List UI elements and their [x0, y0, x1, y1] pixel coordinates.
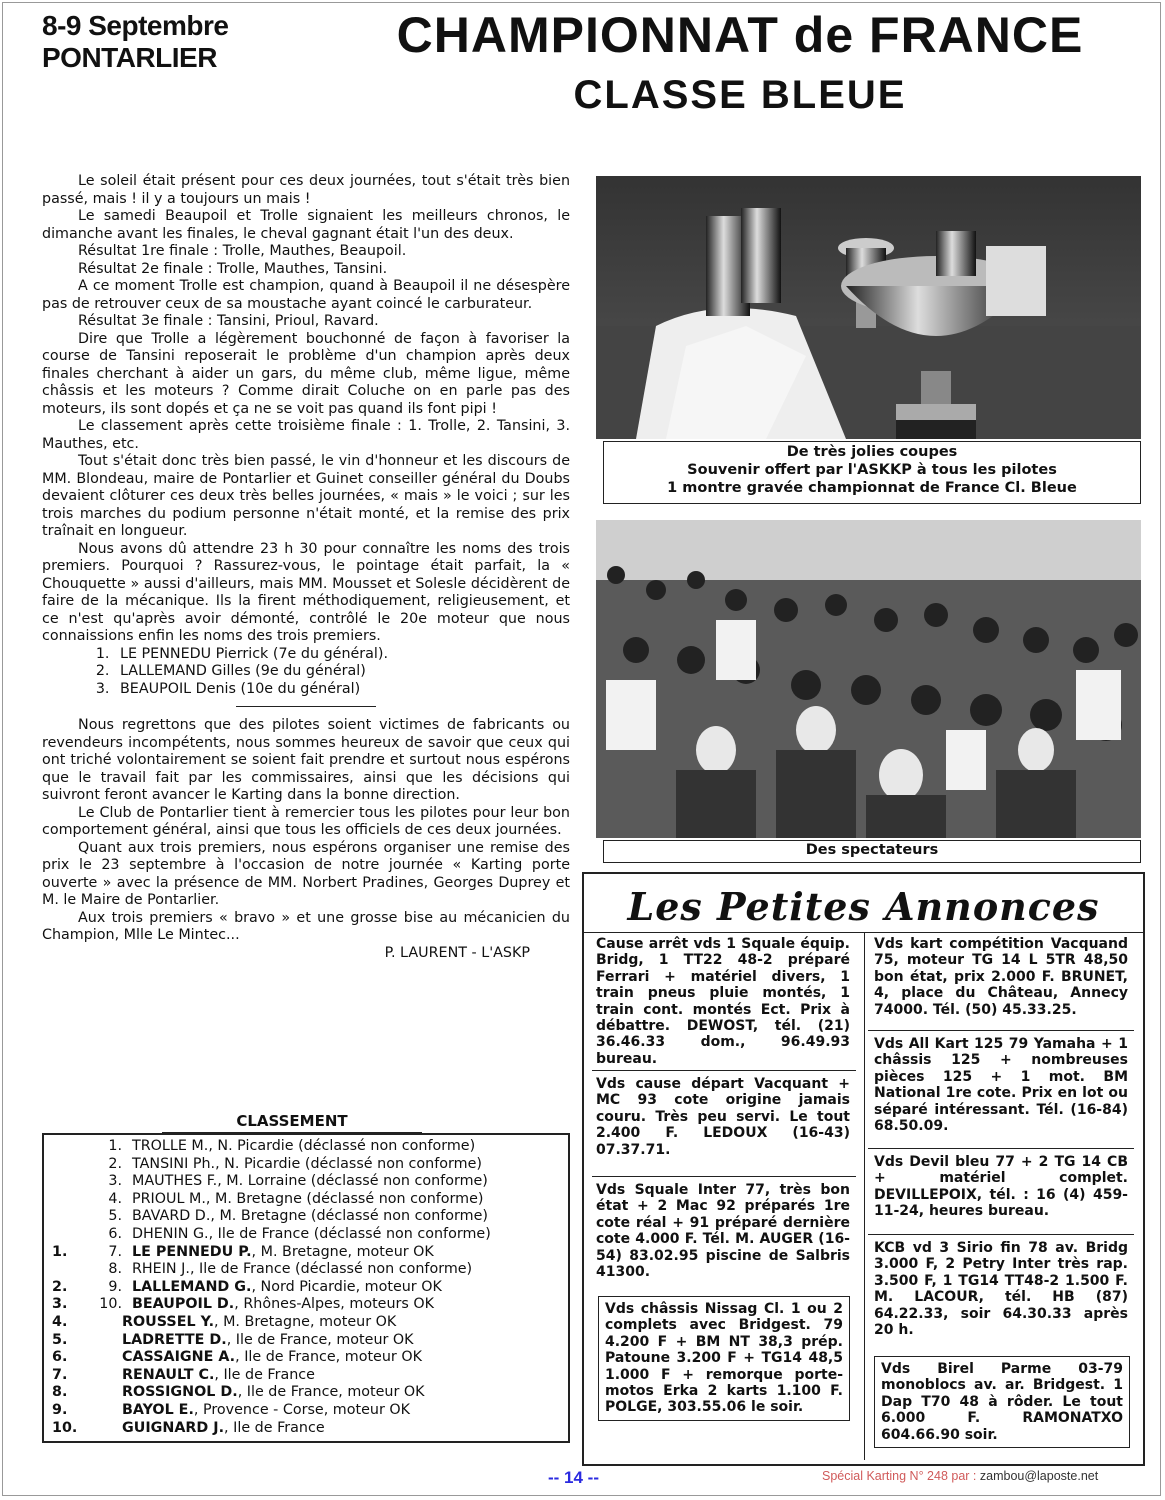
classement-row [52, 1138, 560, 1156]
classement-driver-name: BAVARD D. [132, 1208, 211, 1225]
classement-row [52, 1402, 560, 1420]
classement-driver-details: , M. Bretagne, moteur OK [214, 1313, 397, 1330]
article-paragraph: Le samedi Beaupoil et Trolle signaient les meilleurs chronos, le dimanche avant les finales, le cheval gagnant était l'un des deux. [42, 208, 570, 242]
classement-driver-details: , Provence - Corse, moteur OK [193, 1401, 410, 1418]
ad-item: KCB vd 3 Sirio fin 78 av. Bridg 3.000 F, 2 Petry Inter très rap. 3.500 F, 1 TG14 TT48-2 1.500 F. M. LACOUR, tél. HB (87) 64.22.33, soir 64.30.33 après 20 h. [874, 1240, 1128, 1339]
ad-separator [868, 1148, 1134, 1149]
classement-row [52, 1296, 560, 1314]
classement-driver-details: , Nord Picardie, moteur OK [251, 1278, 442, 1295]
classement-driver-name: DHENIN G. [132, 1225, 209, 1242]
ad-separator [868, 1030, 1134, 1031]
classement-title: CLASSEMENT [162, 1112, 422, 1133]
article-paragraph: Le soleil était présent pour ces deux journées, tout s'était très bien passé, mais ! il y a toujours un mais ! [42, 173, 570, 207]
crowd-caption-text: Des spectateurs [805, 842, 939, 858]
trophies-caption-line: 1 montre gravée championnat de France Cl. Bleue [667, 480, 1077, 496]
classified-ads-title: Les Petites Annonces [627, 884, 1100, 929]
classement-race-position: 10. [99, 1296, 122, 1313]
classement-driver-details: , Ile de France [224, 1419, 325, 1436]
classement-row [52, 1314, 560, 1332]
classement-row [52, 1384, 560, 1402]
classement-driver-details: , Ile de France, moteur OK [237, 1384, 425, 1401]
classement-section [42, 1112, 570, 1443]
classement-final-rank [52, 1156, 72, 1174]
classement-row [52, 1173, 560, 1191]
classement-driver-details: , Rhônes-Alpes, moteurs OK [234, 1296, 435, 1313]
trophies-photo [596, 176, 1141, 439]
classement-driver-name: ROSSIGNOL D. [122, 1384, 238, 1401]
classement-driver-details: , M. Bretagne (déclassé non conforme) [210, 1208, 488, 1225]
ad-item: Vds cause départ Vacquant + MC 93 cote origine jamais couru. Très peu servi. Le tout 2.400 F. LEDOUX (16-43) 07.37.71. [596, 1076, 850, 1158]
page-subtitle: CLASSE BLEUE [573, 73, 907, 117]
ad-item: Vds Squale Inter 77, très bon état + 2 Mac 92 préparés 1re cote réal + 91 préparé dernière cote 4.000 F. Tél. M. AUGER (16-54) 83.02.95 piscine de Salbris 41300. [596, 1182, 850, 1281]
trophies-caption-line: De très jolies coupes [786, 444, 958, 460]
classement-final-rank [52, 1208, 72, 1226]
classement-driver-name: RENAULT C. [122, 1366, 215, 1383]
classement-final-rank: 10. [52, 1419, 78, 1436]
classement-driver-name: LALLEMAND G. [132, 1278, 252, 1295]
ads-column-divider [864, 932, 865, 1460]
classified-ads [582, 872, 1145, 1466]
ad-separator [592, 1176, 856, 1177]
classement-row [52, 1420, 560, 1438]
article-paragraph: Résultat 2e finale : Trolle, Mauthes, Tansini. [78, 260, 388, 277]
classement-driver-details: , Ile de France, moteur OK [235, 1349, 422, 1366]
article-divider [236, 706, 376, 707]
classement-driver-name: TROLLE M. [132, 1138, 209, 1154]
article-paragraph: A ce moment Trolle est champion, quand à Beaupoil il ne désespère pas de retrouver ceux de sa moustache ayant coincé le carburateur. [42, 278, 570, 312]
classement-row [52, 1261, 560, 1279]
classement-row [52, 1191, 560, 1209]
trophies-caption-line: Souvenir offert par l'ASKKP à tous les pilotes [687, 462, 1057, 478]
event-place: PONTARLIER [42, 42, 217, 73]
classement-driver-name: LE PENNEDU P. [132, 1243, 252, 1260]
ad-item: Cause arrêt vds 1 Squale équip. Bridg, 1 TT22 48-2 préparé Ferrari + matériel divers, 1 train pneus pluie montés, 1 train cont. montés Ect. Prix à débattre. DEWOST, tél. (21) 36.46.33 dom., 96.49.93 bureau. [596, 936, 850, 1067]
article-paragraph: Le Club de Pontarlier tient à remercier tous les pilotes pour leur bon comportement général, ainsi que tous les officiels de ces deux journées. [42, 804, 570, 838]
classement-final-rank: 3. [52, 1296, 68, 1313]
classement-race-position: 8. [108, 1261, 122, 1278]
classement-final-rank: 6. [52, 1349, 68, 1366]
classement-driver-details: , N. Picardie (déclassé non conforme) [208, 1138, 476, 1154]
ad-item: Vds Devil bleu 77 + 2 TG 14 CB + matériel complet. DEVILLEPOIX, tél. : 16 (4) 459-11-24, heures bureau. [874, 1154, 1128, 1220]
classement-final-rank [52, 1261, 72, 1279]
page-number: -- 14 -- [548, 1468, 599, 1487]
ad-item: Vds kart compétition Vacquand 75, moteur TG 14 L 5TR 48,50 bon état, prix 2.000 F. BRUNET, 4, place du Château, Annecy 74000. Tél. (50) 45.33.25. [874, 936, 1128, 1018]
podium-item: 2. LALLEMAND Gilles (9e du général) [114, 663, 570, 681]
classement-driver-details: , M. Bretagne, moteur OK [251, 1243, 434, 1260]
classement-driver-name: PRIOUL M. [132, 1190, 206, 1207]
event-date: 8-9 Septembre [42, 10, 229, 41]
classement-driver-name: BEAUPOIL D. [132, 1296, 235, 1313]
podium-item: 3. BEAUPOIL Denis (10e du général) [114, 681, 570, 699]
classement-driver-name: TANSINI Ph. [132, 1155, 216, 1172]
ad-item: Vds All Kart 125 79 Yamaha + 1 châssis 125 + nombreuses pièces 125 + 1 mot. BM National 1re cote. Prix en lot ou séparé intéressant. Tél. (16-84) 68.50.09. [874, 1036, 1128, 1135]
classement-row [52, 1156, 560, 1174]
classement-table [42, 1133, 570, 1443]
article-paragraph: Résultat 1re finale : Trolle, Mauthes, Beaupoil. [78, 243, 407, 259]
classement-final-rank: 1. [52, 1243, 68, 1260]
classement-driver-details: , Ile de France [214, 1366, 315, 1383]
classement-final-rank: 2. [52, 1278, 68, 1295]
classement-driver-details: , M. Lorraine (déclassé non conforme) [217, 1173, 488, 1190]
classement-row [52, 1332, 560, 1350]
podium-list [42, 646, 570, 699]
classement-race-position: 9. [108, 1278, 122, 1295]
classement-final-rank [52, 1226, 72, 1244]
classement-driver-name: CASSAIGNE A. [122, 1349, 236, 1366]
classement-driver-details: , M. Bretagne (déclassé non conforme) [205, 1190, 484, 1207]
ad-separator [592, 1070, 856, 1071]
ad-separator [868, 1234, 1134, 1235]
crowd-illustration [596, 520, 1141, 838]
classement-race-position: 4. [108, 1190, 122, 1207]
footer-credit-text: Spécial Karting N° 248 par : [822, 1469, 977, 1483]
classement-driver-details: , Ile de France (déclassé non conforme) [208, 1225, 491, 1242]
footer-email[interactable]: zambou@laposte.net [979, 1469, 1099, 1483]
classement-row [52, 1367, 560, 1385]
classement-final-rank [52, 1138, 72, 1156]
classement-final-rank: 7. [52, 1366, 68, 1383]
classement-final-rank: 8. [52, 1384, 68, 1401]
classement-row [52, 1244, 560, 1262]
classement-race-position: 7. [108, 1243, 122, 1260]
event-date-place [42, 10, 228, 74]
classement-row [52, 1349, 560, 1367]
classement-driver-details: , Ile de France (déclassé non conforme) [189, 1261, 473, 1278]
classement-race-position: 3. [108, 1173, 122, 1190]
ad-item-boxed: Vds Birel Parme 03-79 monoblocs av. ar. Bridgest. 1 Dap T70 48 à rôder. Le tout 6.000 F. RAMONATXO 604.66.90 soir. [874, 1356, 1130, 1448]
classement-final-rank: 4. [52, 1313, 68, 1330]
classement-final-rank: 9. [52, 1401, 68, 1418]
classement-race-position: 5. [108, 1208, 122, 1225]
article-signature: P. LAURENT - L'ASKP [384, 944, 530, 961]
classement-driver-name: LADRETTE D. [122, 1331, 227, 1348]
trophies-illustration [596, 176, 1141, 439]
classement-race-position: 6. [108, 1225, 122, 1242]
trophies-caption [603, 441, 1141, 504]
ad-item-boxed: Vds châssis Nissag Cl. 1 ou 2 complets avec Bridgest. 79 4.200 F + BM NT 38,3 prép. Patoune 3.200 F + TG14 48,5 1.000 F + remorque porte-motos Erka 2 karts 1.100 F. POLGE, 303.55.06 le soir. [598, 1296, 850, 1421]
page-title: CHAMPIONNAT de FRANCE [396, 7, 1084, 63]
classement-driver-details: , Ile de France, moteur OK [226, 1331, 414, 1348]
article-body [42, 173, 570, 962]
classement-driver-name: BAYOL E. [122, 1401, 194, 1418]
article-paragraph: Aux trois premiers « bravo » et une grosse bise au mécanicien du Champion, Mlle Le Mintec... [42, 909, 570, 943]
classement-row [52, 1208, 560, 1226]
article-paragraph: Nous avons dû attendre 23 h 30 pour connaître les noms des trois premiers. Pourquoi ? Rassurez-vous, le pointage était parfait, la « Chouquette » aussi d'ailleurs, mais MM. Mousset et Solesle décidèrent de faire de la mécanique. Ils la firent méthodiquement, religieusement, et ce n'est qu'après avoir démonté, contrôlé le 20e moteur que nous connaissions enfin les noms des trois premiers. [42, 540, 570, 644]
classement-race-position: 2. [108, 1155, 122, 1172]
article-paragraph: Nous regrettons que des pilotes soient victimes de fabricants ou revendeurs incompétents, nous sommes heureux de savoir que ceux qui ont triché volontairement se soient fait prendre et surtout nous espérons que le travail fait par les commissaires, ainsi que les décisions qui suivront feront avancer le Karting dans la bonne direction. [42, 717, 570, 803]
podium-item: 1. LE PENNEDU Pierrick (7e du général). [114, 646, 570, 664]
article-paragraph: Dire que Trolle a légèrement bouchonné de façon à favoriser la course de Tansini reposerait le problème d'un champion après deux finales cherchant à aider un gars, du même club, même ligue, même châssis et les moteurs ? Comme dirait Coluche on en parle pas des moteurs, ils sont dopés et ça ne se voit pas quand ils font pipi ! [42, 330, 570, 417]
classement-row [52, 1226, 560, 1244]
classement-final-rank [52, 1191, 72, 1209]
classement-driver-name: RHEIN J. [132, 1261, 190, 1278]
classement-final-rank [52, 1173, 72, 1191]
article-paragraph: Résultat 3e finale : Tansini, Prioul, Ravard. [78, 313, 379, 329]
classement-row [52, 1279, 560, 1297]
crowd-caption [603, 840, 1141, 863]
article-paragraph: Quant aux trois premiers, nous espérons organiser une remise des prix le 23 septembre à l'occasion de notre journée « Karting porte ouverte » avec la présence de MM. Norbert Pradines, Georges Duprey et M. le Maire de Pontarlier. [42, 839, 570, 908]
crowd-photo [596, 520, 1141, 838]
classement-final-rank: 5. [52, 1331, 68, 1348]
classement-driver-name: MAUTHES F. [132, 1173, 218, 1190]
classement-driver-details: , N. Picardie (déclassé non conforme) [215, 1155, 482, 1172]
classement-race-position: 1. [108, 1138, 122, 1154]
article-paragraph: Tout s'était donc très bien passé, le vin d'honneur et les discours de MM. Blondeau, maire de Pontarlier et Guinet conseiller général du Doubs devaient clôturer ces deux très belles journées, « mais » le voici ; sur les trois marches du podium personne n'était monté, et la remise des prix traînait en longueur. [42, 453, 570, 539]
footer-credit [822, 1469, 1098, 1483]
classement-driver-name: GUIGNARD J. [122, 1419, 225, 1436]
classement-driver-name: ROUSSEL Y. [122, 1313, 214, 1330]
article-paragraph: Le classement après cette troisième finale : 1. Trolle, 2. Tansini, 3. Mauthes, etc. [42, 418, 570, 452]
